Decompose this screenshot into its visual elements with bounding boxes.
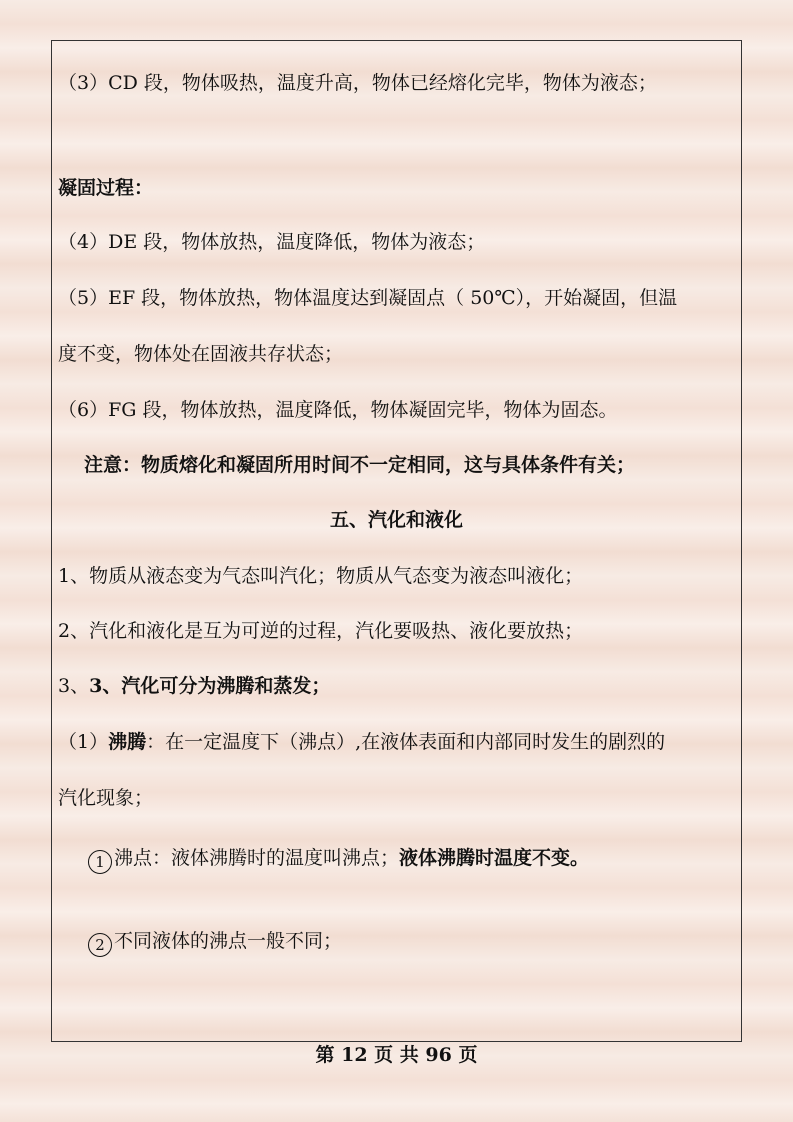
circled-item-1-text: 沸点：液体沸腾时的温度叫沸点；	[114, 847, 400, 869]
paragraph-ef-segment-line1: （5）EF 段，物体放热，物体温度达到凝固点（ 50℃），开始凝固，但温	[58, 287, 678, 309]
page-footer: 第 12 页 共 96 页	[315, 1044, 478, 1066]
page-border	[51, 40, 742, 1042]
list-item-1: 1、物质从液态变为气态叫汽化；物质从气态变为液态叫液化；	[58, 565, 584, 587]
boiling-rest: ：在一定温度下（沸点）,在液体表面和内部同时发生的剧烈的	[146, 731, 666, 753]
boiling-definition-line1	[58, 729, 665, 755]
list-item-2: 2、汽化和液化是互为可逆的过程，汽化要吸热、液化要放热；	[58, 620, 584, 642]
boiling-prefix: （1）	[58, 731, 109, 753]
note-text: 注意：物质熔化和凝固所用时间不一定相同，这与具体条件有关；	[84, 454, 636, 476]
circled-number-1: 1	[88, 850, 112, 874]
list-item-3	[58, 673, 330, 699]
paragraph-cd-segment: （3）CD 段，物体吸热，温度升高，物体已经熔化完毕，物体为液态；	[58, 72, 657, 94]
paragraph-ef-segment-line2: 度不变，物体处在固液共存状态；	[58, 343, 344, 365]
solidify-heading: 凝固过程：	[58, 177, 154, 199]
circled-item-1-bold: 液体沸腾时温度不变。	[399, 847, 590, 869]
circled-item-2	[88, 928, 342, 957]
list-item-3-number: 3、	[58, 675, 90, 697]
section-title: 五、汽化和液化	[329, 509, 463, 531]
boiling-term: 沸腾	[108, 731, 147, 753]
circled-item-2-text: 不同液体的沸点一般不同；	[114, 930, 343, 952]
paragraph-fg-segment: （6）FG 段，物体放热，温度降低，物体凝固完毕，物体为固态。	[58, 399, 618, 421]
circled-item-1	[88, 845, 589, 874]
circled-number-2: 2	[88, 933, 112, 957]
boiling-definition-line2: 汽化现象；	[58, 787, 154, 809]
list-item-3-text: 3、汽化可分为沸腾和蒸发；	[89, 675, 331, 697]
paragraph-de-segment: （4）DE 段，物体放热，温度降低，物体为液态；	[58, 231, 486, 253]
